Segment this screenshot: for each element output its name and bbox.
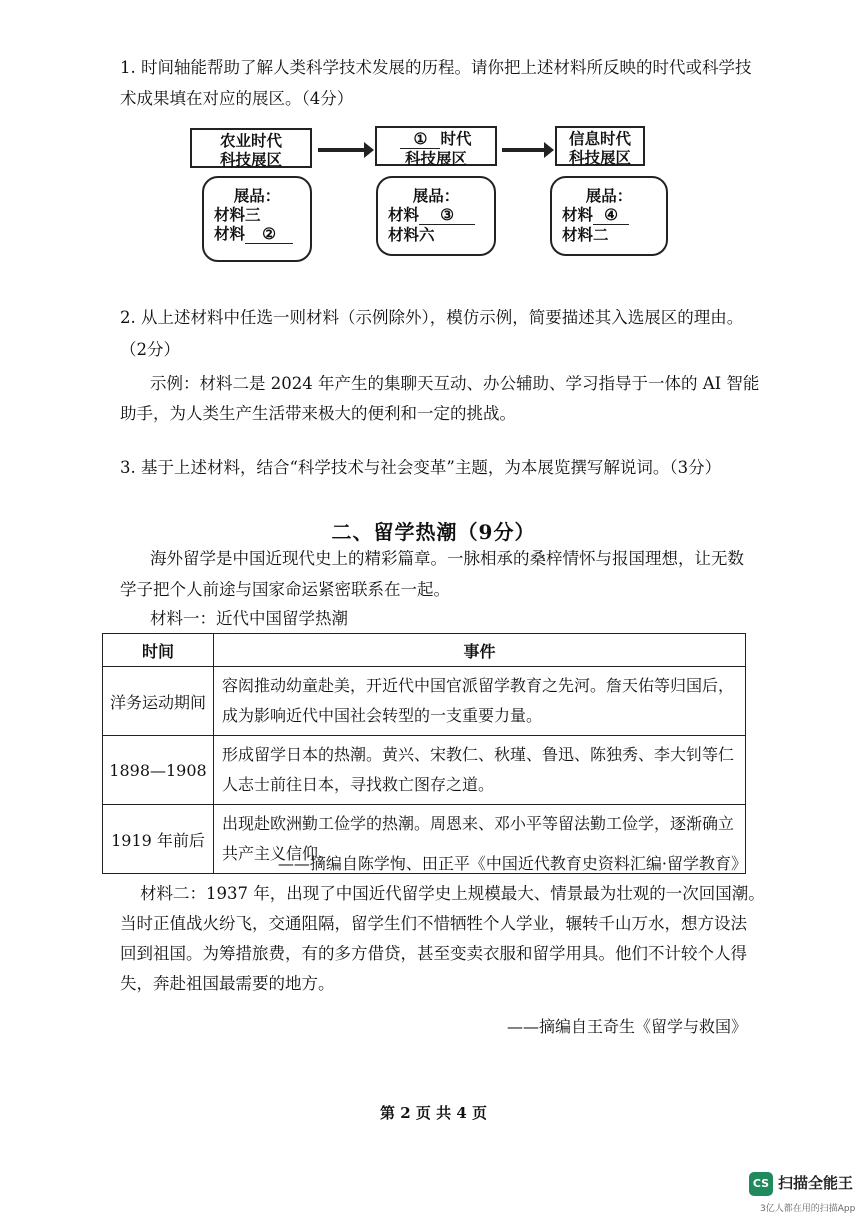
blank-era-box xyxy=(375,126,497,166)
box2-line2: 科技展区 xyxy=(404,149,467,168)
row-time: 1898—1908 xyxy=(103,736,214,805)
section-title: 二、留学热潮（9分） xyxy=(331,520,536,544)
box3-line1: 信息时代 xyxy=(568,129,631,148)
watermark-tagline: 3亿人都在用的扫描App xyxy=(760,1204,856,1214)
exhibit-box-2 xyxy=(376,176,496,256)
table-header-row xyxy=(103,634,746,667)
intro-line-1: 海外留学是中国近现代史上的精彩篇章。一脉相承的桑梓情怀与报国理想，让无数 xyxy=(150,549,744,568)
question-2-points: （2分） xyxy=(120,340,180,359)
timeline-diagram xyxy=(180,118,680,268)
row-event-line1: 容闳推动幼童赴美，开近代中国官派留学教育之先河。詹天佑等归国后， xyxy=(222,676,735,695)
exhibit3-item2: 材料二 xyxy=(562,225,609,244)
blank-2[interactable]: ② xyxy=(245,224,293,244)
material-2-line-4: 失，奔赴祖国最需要的地方。 xyxy=(120,974,335,993)
question-2-text: 2. 从上述材料中任选一则材料（示例除外），模仿示例，简要描述其入选展区的理由。 xyxy=(120,308,744,327)
exhibit1-item2-prefix: 材料 xyxy=(214,224,246,243)
box1-line1: 农业时代 xyxy=(219,131,282,150)
table-row xyxy=(103,736,746,805)
exhibit2-item1 xyxy=(388,205,494,225)
exhibit1-title: 展品： xyxy=(233,186,281,205)
row-event-line1: 出现赴欧洲勤工俭学的热潮。周恩来、邓小平等留法勤工俭学，逐渐确立 xyxy=(222,814,735,833)
row-time: 1919 年前后 xyxy=(103,805,214,874)
example-line-2: 助手，为人类生产生活带来极大的便利和一定的挑战。 xyxy=(120,404,516,423)
arrow-2 xyxy=(502,148,546,152)
box2-line1 xyxy=(377,129,495,149)
row-event-line2: 成为影响近代中国社会转型的一支重要力量。 xyxy=(222,706,543,725)
exhibit-box-3 xyxy=(550,176,668,256)
material-2-source: ——摘编自王奇生《留学与救国》 xyxy=(506,1017,747,1036)
row-event-line2: 共产主义信仰。 xyxy=(222,844,335,863)
exhibit-box-1 xyxy=(202,176,312,262)
exhibit3-item1 xyxy=(562,205,666,225)
question-3-text: 3. 基于上述材料，结合“科学技术与社会变革”主题，为本展览撰写解说词。（3分） xyxy=(120,458,722,477)
row-event xyxy=(214,667,746,736)
row-event-line2: 人志士前往日本，寻找救亡图存之道。 xyxy=(222,775,495,794)
intro-line-2: 学子把个人前途与国家命运紧密联系在一起。 xyxy=(120,580,450,599)
camscanner-logo: CS xyxy=(749,1172,773,1196)
question-1-text: 1. 时间轴能帮助了解人类科学技术发展的历程。请你把上述材料所反映的时代或科学技 xyxy=(120,58,752,77)
information-era-box xyxy=(555,126,645,166)
blank-4[interactable]: ④ xyxy=(593,205,629,225)
header-time: 时间 xyxy=(103,634,214,667)
material-2-line-1: 材料二：1937 年，出现了中国近代留学史上规模最大、情景最为壮观的一次回国潮。 xyxy=(140,884,765,903)
material-2-line-3: 回到祖国。为筹措旅费，有的多方借贷，甚至变卖衣服和留学用具。他们不计较个人得 xyxy=(120,944,747,963)
row-event-line1: 形成留学日本的热潮。黄兴、宋教仁、秋瑾、鲁迅、陈独秀、李大钊等仁 xyxy=(222,745,735,764)
arrow-1 xyxy=(318,148,366,152)
watermark-app-name: 扫描全能王 xyxy=(778,1174,854,1192)
page-number: 第 2 页 共 4 页 xyxy=(380,1104,487,1122)
blank-1[interactable]: ① xyxy=(400,129,440,149)
exhibit3-item1-prefix: 材料 xyxy=(562,205,594,224)
example-line-1: 示例：材料二是 2024 年产生的集聊天互动、办公辅助、学习指导于一体的 AI 智能 xyxy=(150,374,760,393)
exhibit3-title: 展品： xyxy=(585,186,633,205)
blank-3[interactable]: ③ xyxy=(419,205,475,225)
material-2-line-2: 当时正值战火纷飞，交通阻隔，留学生们不惜牺牲个人学业，辗转千山万水，想方设法 xyxy=(120,914,747,933)
exhibit2-item1-prefix: 材料 xyxy=(388,205,420,224)
box2-suffix: 时代 xyxy=(440,129,472,148)
header-event: 事件 xyxy=(214,634,746,667)
box1-line2: 科技展区 xyxy=(219,150,282,169)
table-row xyxy=(103,667,746,736)
exhibit1-item1: 材料三 xyxy=(214,205,261,224)
material-1-label: 材料一：近代中国留学热潮 xyxy=(150,609,348,628)
question-1-text-cont: 术成果填在对应的展区。（4分） xyxy=(120,89,354,108)
table-source: ——摘编自陈学恂、田正平《中国近代教育史资料汇编·留学教育》 xyxy=(277,854,747,873)
box3-line2: 科技展区 xyxy=(568,148,631,167)
row-event xyxy=(214,736,746,805)
row-time: 洋务运动期间 xyxy=(103,667,214,736)
agriculture-era-box xyxy=(190,128,312,168)
study-abroad-table xyxy=(102,633,746,874)
exhibit2-item2: 材料六 xyxy=(388,225,435,244)
exhibit2-title: 展品： xyxy=(412,186,460,205)
exhibit1-item2 xyxy=(214,224,310,244)
